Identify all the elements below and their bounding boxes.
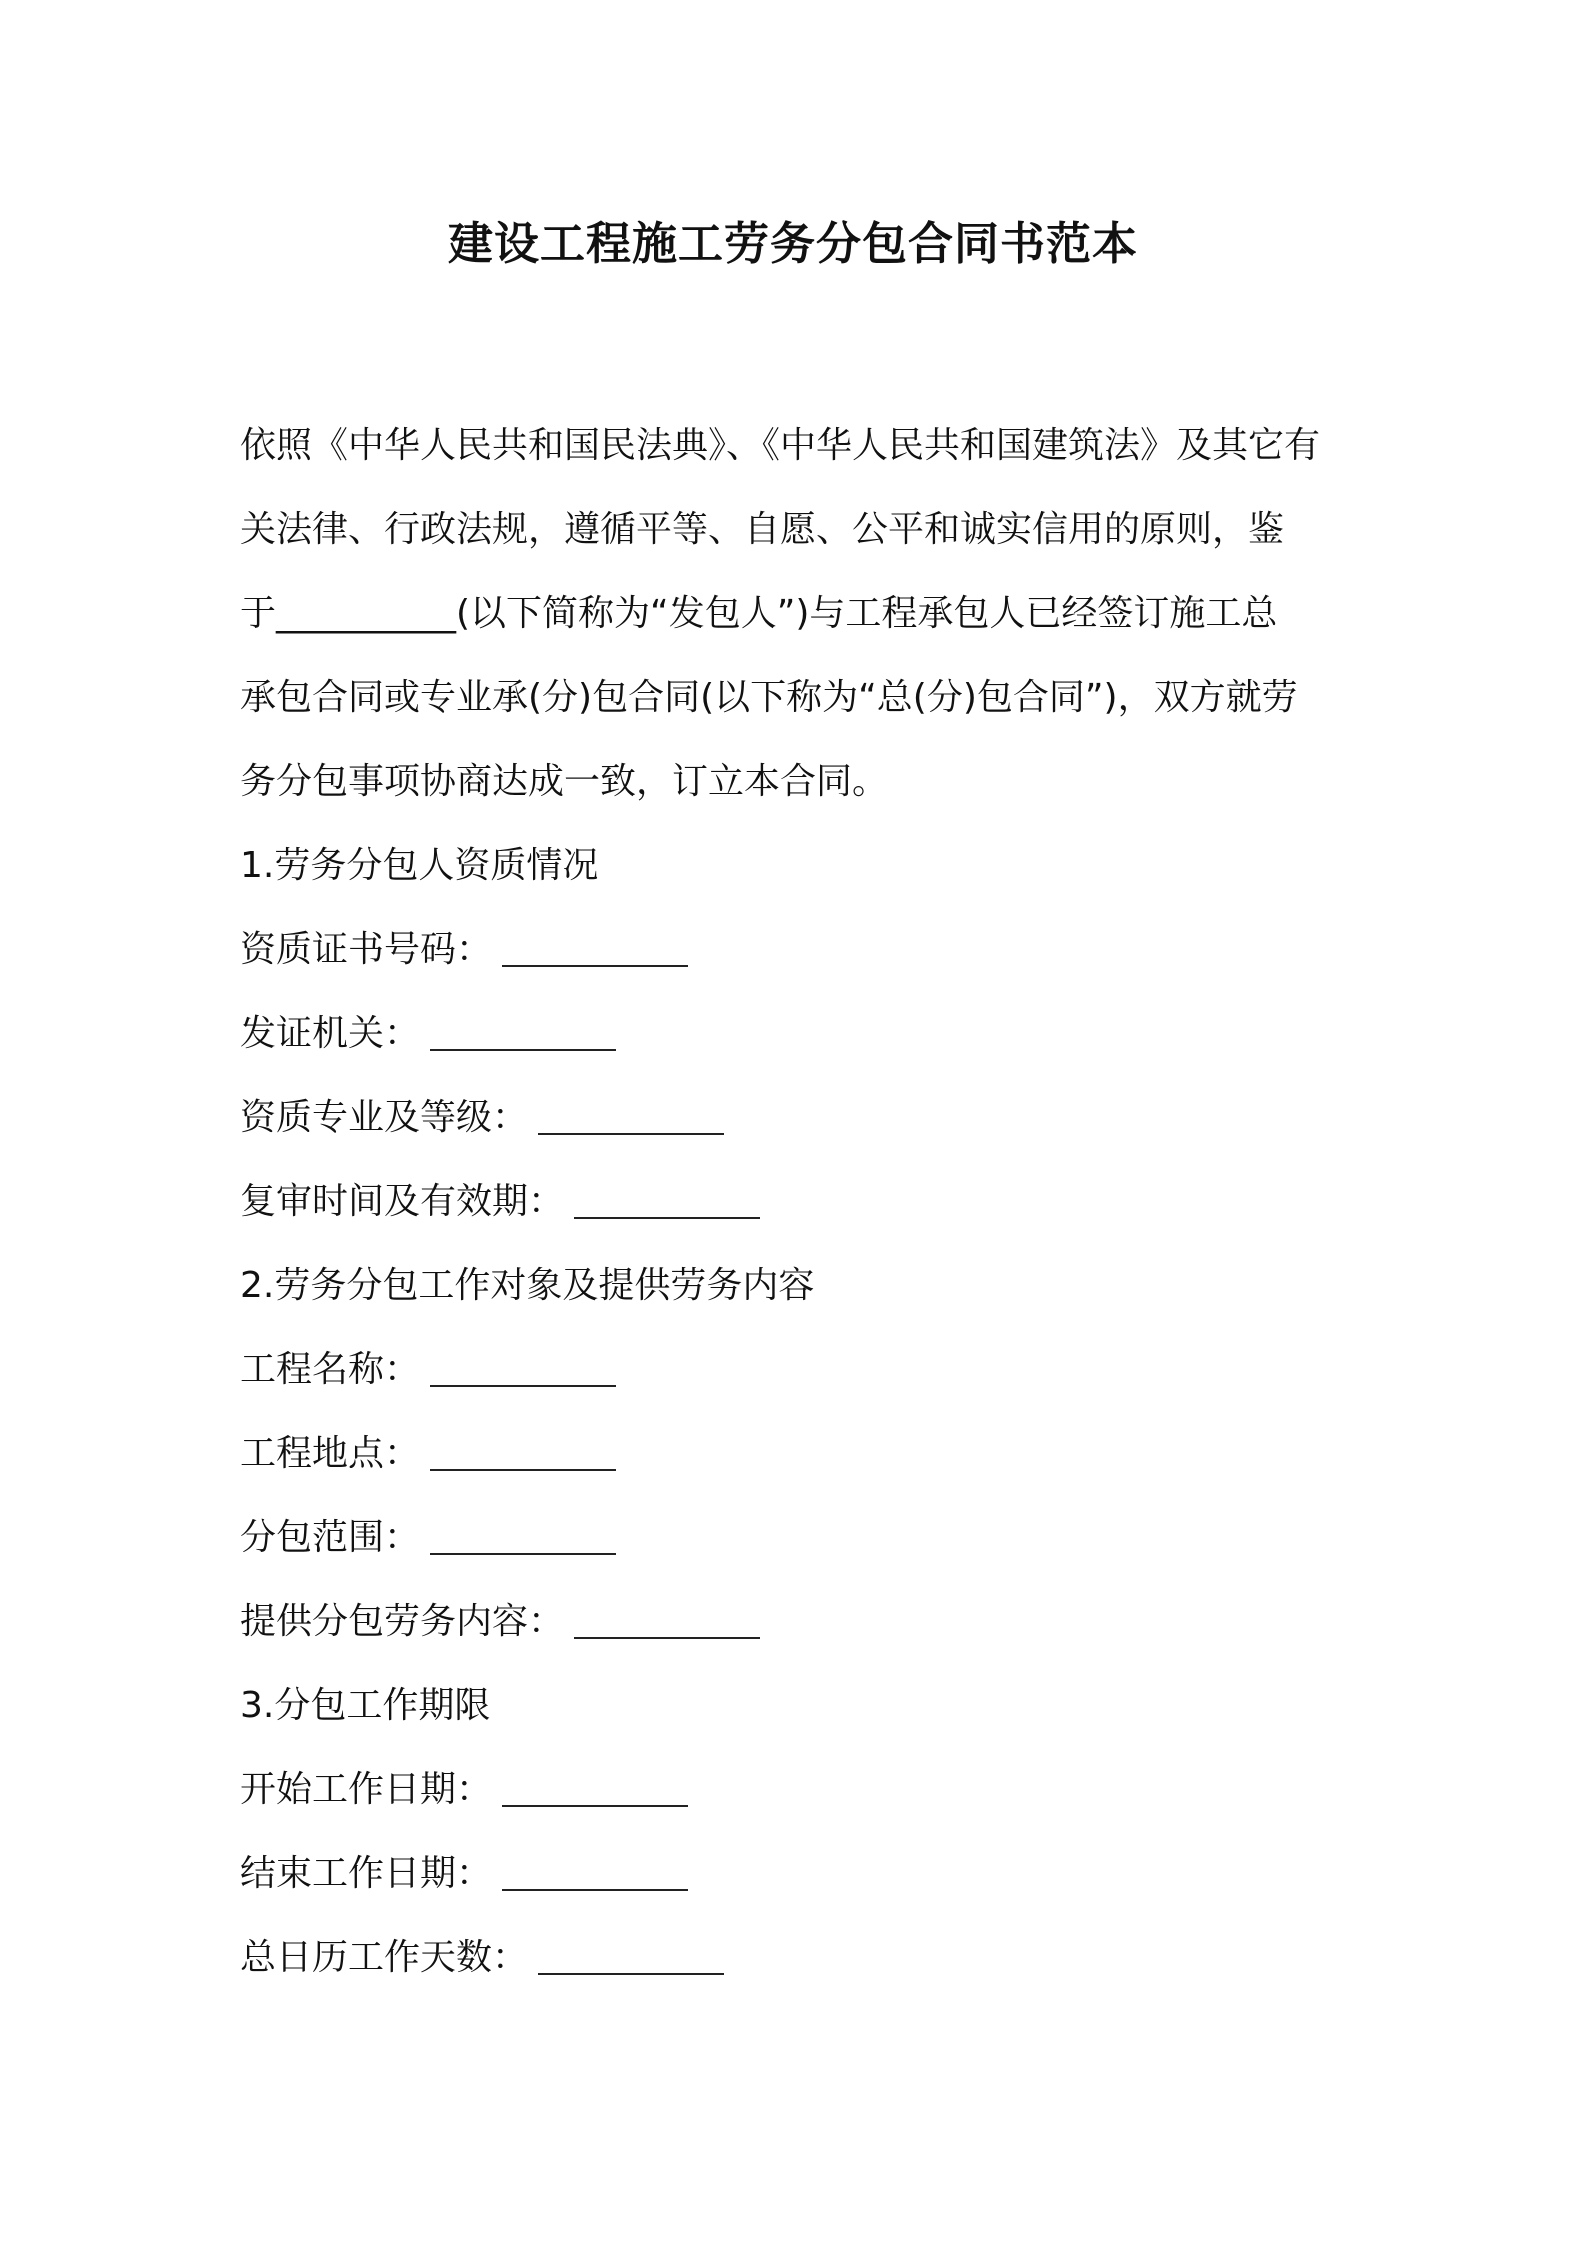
blank-fill-line xyxy=(502,1775,688,1807)
form-field-row xyxy=(240,1496,1360,1580)
form-field-row xyxy=(240,1580,1360,1664)
blank-fill-line xyxy=(538,1103,724,1135)
form-field-row xyxy=(240,1076,1360,1160)
intro-line: 承包合同或专业承(分)包合同(以下称为“总(分)包合同”)，双方就劳 xyxy=(240,677,1298,718)
blank-fill-line xyxy=(574,1187,760,1219)
field-label: 发证机关： xyxy=(240,1013,421,1054)
blank-fill-line xyxy=(502,1859,688,1891)
form-field-row xyxy=(240,1916,1360,2000)
field-label: 结束工作日期： xyxy=(240,1853,493,1894)
field-label: 复审时间及有效期： xyxy=(240,1181,565,1222)
intro-line: 于__________(以下简称为“发包人”)与工程承包人已经签订施工总 xyxy=(240,593,1278,634)
intro-line: 依照《中华人民共和国民法典》、《中华人民共和国建筑法》及其它有 xyxy=(240,425,1321,466)
field-label: 总日历工作天数： xyxy=(240,1937,529,1978)
field-label: 提供分包劳务内容： xyxy=(240,1601,565,1642)
form-field-row xyxy=(240,1160,1360,1244)
form-field-row xyxy=(240,908,1360,992)
blank-fill-line xyxy=(430,1523,616,1555)
field-label: 分包范围： xyxy=(240,1517,421,1558)
field-label: 工程地点： xyxy=(240,1433,421,1474)
contract-sections xyxy=(240,824,1360,2000)
field-label: 资质专业及等级： xyxy=(240,1097,529,1138)
document-title: 建设工程施工劳务分包合同书范本 xyxy=(447,217,1138,270)
form-field-row xyxy=(240,992,1360,1076)
field-label: 资质证书号码： xyxy=(240,929,493,970)
blank-fill-line xyxy=(430,1439,616,1471)
field-label: 开始工作日期： xyxy=(240,1769,493,1810)
field-label: 工程名称： xyxy=(240,1349,421,1390)
intro-line: 关法律、行政法规，遵循平等、自愿、公平和诚实信用的原则，鉴 xyxy=(240,509,1285,550)
blank-fill-line xyxy=(502,935,688,967)
blank-fill-line xyxy=(538,1943,724,1975)
section-heading: 3.分包工作期限 xyxy=(240,1685,491,1726)
intro-line: 务分包事项协商达成一致，订立本合同。 xyxy=(240,761,889,802)
form-field-row xyxy=(240,1748,1360,1832)
form-field-row xyxy=(240,1412,1360,1496)
section-heading: 1.劳务分包人资质情况 xyxy=(240,845,599,886)
blank-fill-line xyxy=(430,1355,616,1387)
intro-paragraph xyxy=(240,404,1360,824)
blank-fill-line xyxy=(574,1607,760,1639)
form-field-row xyxy=(240,1328,1360,1412)
section-heading: 2.劳务分包工作对象及提供劳务内容 xyxy=(240,1265,815,1306)
form-field-row xyxy=(240,1832,1360,1916)
blank-fill-line xyxy=(430,1019,616,1051)
